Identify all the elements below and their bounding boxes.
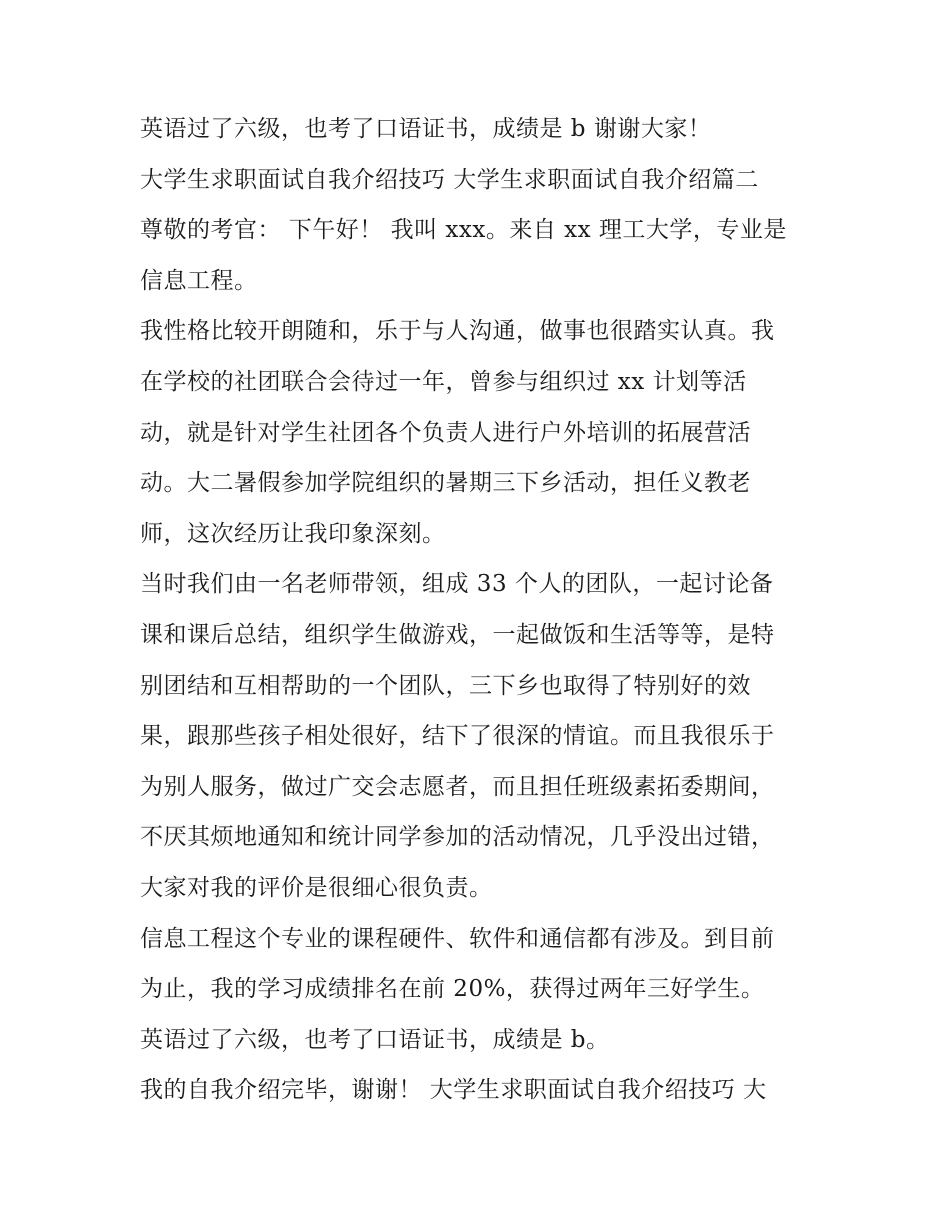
text-line: 别团结和互相帮助的一个团队，三下乡也取得了特别好的效 xyxy=(140,672,751,699)
text-line: 师，这次经历让我印象深刻。 xyxy=(140,520,446,547)
text-line: 不厌其烦地通知和统计同学参加的活动情况，几乎没出过错， xyxy=(140,824,775,851)
text-line: 信息工程。 xyxy=(140,267,258,294)
document-body xyxy=(140,104,830,1116)
text-line: 尊敬的考官： 下午好！ 我叫 xxx。来自 xx 理工大学，专业是 xyxy=(140,217,787,244)
text-line: 为止，我的学习成绩排名在前 20%，获得过两年三好学生。 xyxy=(140,976,765,1003)
text-line: 课和课后总结，组织学生做游戏，一起做饭和生活等等，是特 xyxy=(140,621,775,648)
text-line: 我的自我介绍完毕，谢谢！ 大学生求职面试自我介绍技巧 大 xyxy=(140,1077,767,1104)
text-line: 我性格比较开朗随和，乐于与人沟通，做事也很踏实认真。我 xyxy=(140,318,775,345)
text-line: 在学校的社团联合会待过一年，曾参与组织过 xx 计划等活 xyxy=(140,368,747,395)
text-line: 英语过了六级，也考了口语证书，成绩是 b。 xyxy=(140,1026,610,1053)
text-line: 动。大二暑假参加学院组织的暑期三下乡活动，担任义教老 xyxy=(140,470,751,497)
text-line: 当时我们由一名老师带领，组成 33 个人的团队，一起讨论备 xyxy=(140,571,774,598)
text-line: 大学生求职面试自我介绍技巧 大学生求职面试自我介绍篇二 xyxy=(140,166,759,193)
text-line: 信息工程这个专业的课程硬件、软件和通信都有涉及。到目前 xyxy=(140,925,775,952)
text-line: 英语过了六级，也考了口语证书，成绩是 b 谢谢大家！ xyxy=(140,116,712,142)
text-line: 果，跟那些孩子相处很好，结下了很深的情谊。而且我很乐于 xyxy=(140,723,775,750)
text-line: 为别人服务，做过广交会志愿者，而且担任班级素拓委期间， xyxy=(140,773,775,800)
text-line: 大家对我的评价是很细心很负责。 xyxy=(140,874,493,901)
text-line: 动，就是针对学生社团各个负责人进行户外培训的拓展营活 xyxy=(140,419,751,446)
